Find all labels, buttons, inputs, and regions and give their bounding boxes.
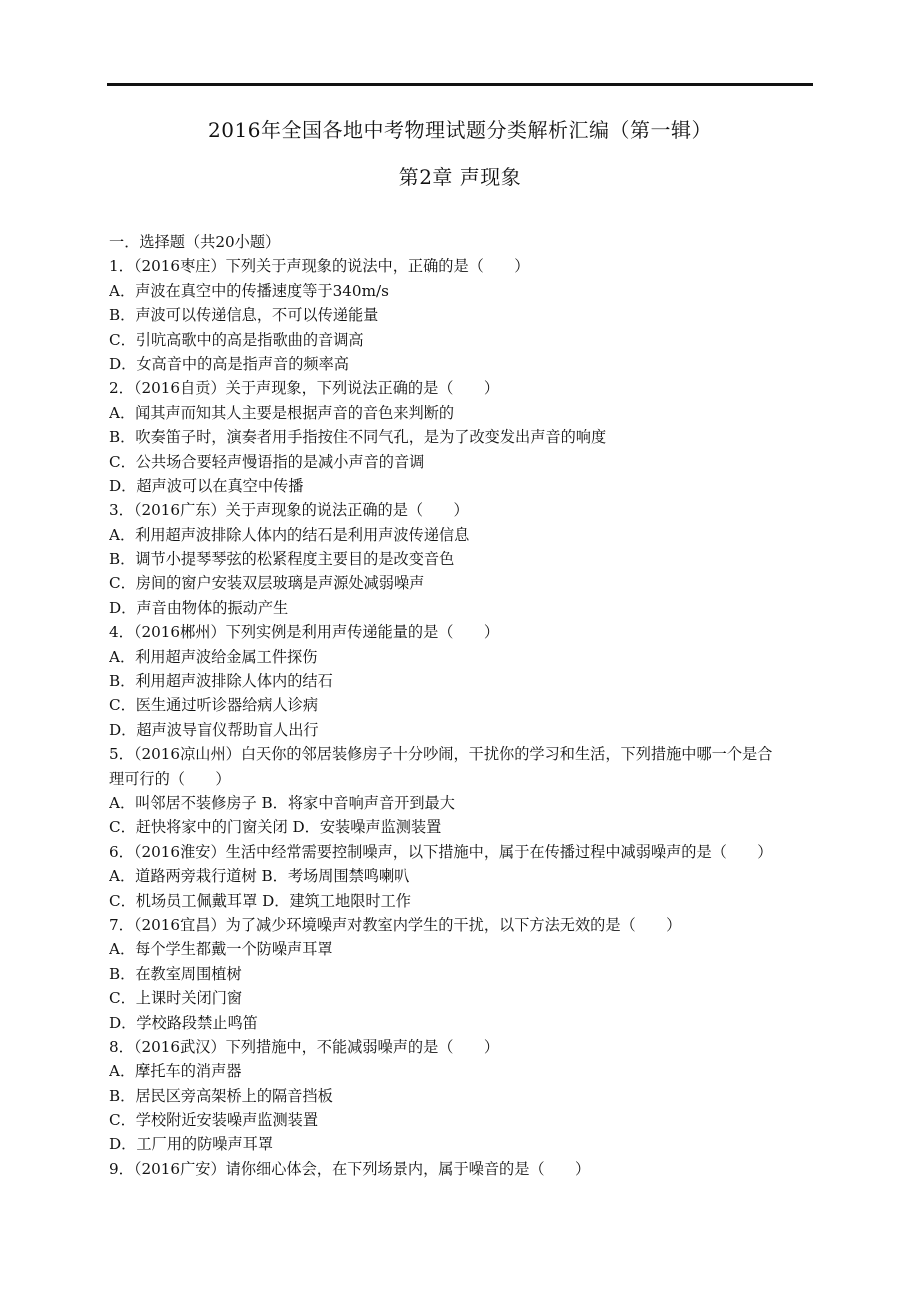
question-7-option-c: C．上课时关闭门窗 [109, 989, 243, 1008]
question-8: 8．（2016武汉）下列措施中，不能减弱噪声的是（ ） [109, 1037, 500, 1056]
header-rule [107, 83, 813, 86]
question-2-option-c: C．公共场合要轻声慢语指的是减小声音的音调 [109, 452, 425, 471]
question-3-option-c: C．房间的窗户安装双层玻璃是声源处减弱噪声 [109, 574, 425, 593]
question-4-option-b: B．利用超声波排除人体内的结石 [109, 672, 333, 691]
question-5-options-ab: A．叫邻居不装修房子 B．将家中音响声音开到最大 [109, 793, 455, 812]
question-1: 1．（2016枣庄）下列关于声现象的说法中，正确的是（ ） [109, 257, 530, 276]
question-7-option-d: D．学校路段禁止鸣笛 [109, 1013, 258, 1032]
question-8-option-a: A．摩托车的消声器 [109, 1062, 242, 1081]
question-4: 4．（2016郴州）下列实例是利用声传递能量的是（ ） [109, 623, 500, 642]
question-3-option-b: B．调节小提琴琴弦的松紧程度主要目的是改变音色 [109, 550, 455, 569]
question-2-option-d: D．超声波可以在真空中传播 [109, 476, 304, 495]
question-1-option-d: D．女高音中的高是指声音的频率高 [109, 354, 349, 373]
question-4-option-c: C．医生通过听诊器给病人诊病 [109, 696, 319, 715]
question-7-option-b: B．在教室周围植树 [109, 964, 242, 983]
question-1-option-b: B．声波可以传递信息，不可以传递能量 [109, 306, 379, 325]
question-4-option-a: A．利用超声波给金属工件探伤 [109, 647, 318, 666]
question-3-option-a: A．利用超声波排除人体内的结石是利用声波传递信息 [109, 525, 470, 544]
question-7-option-a: A．每个学生都戴一个防噪声耳罩 [109, 940, 333, 959]
question-1-option-c: C．引吭高歌中的高是指歌曲的音调高 [109, 330, 364, 349]
question-8-option-d: D．工厂用的防噪声耳罩 [109, 1135, 274, 1154]
question-3: 3．（2016广东）关于声现象的说法正确的是（ ） [109, 501, 469, 520]
question-8-option-b: B．居民区旁高架桥上的隔音挡板 [109, 1086, 333, 1105]
question-7: 7．（2016宜昌）为了减少环境噪声对教室内学生的干扰，以下方法无效的是（ ） [109, 915, 682, 934]
question-1-option-a: A．声波在真空中的传播速度等于340m/s [109, 281, 389, 300]
question-list [109, 230, 817, 1181]
question-6: 6．（2016淮安）生活中经常需要控制噪声，以下措施中，属于在传播过程中减弱噪声的是（ ） [109, 842, 773, 861]
question-8-option-c: C．学校附近安装噪声监测装置 [109, 1111, 319, 1130]
question-2-option-b: B．吹奏笛子时，演奏者用手指按住不同气孔，是为了改变发出声音的响度 [109, 428, 607, 447]
chapter-title: 第2章 声现象 [398, 165, 522, 189]
question-9: 9．（2016广安）请你细心体会，在下列场景内，属于噪音的是（ ） [109, 1159, 591, 1178]
question-6-options-cd: C．机场员工佩戴耳罩 D．建筑工地限时工作 [109, 891, 411, 910]
question-5: 5．（2016凉山州）白天你的邻居装修房子十分吵闹，干扰你的学习和生活，下列措施中哪一个是合 [109, 745, 773, 764]
question-3-option-d: D．声音由物体的振动产生 [109, 598, 289, 617]
question-4-option-d: D．超声波导盲仪帮助盲人出行 [109, 720, 319, 739]
question-5-continued: 理可行的（ ） [109, 769, 231, 788]
question-6-options-ab: A．道路两旁栽行道树 B．考场周围禁鸣喇叭 [109, 867, 410, 886]
section-heading: 一．选择题（共20小题） [109, 233, 281, 251]
question-5-options-cd: C．赶快将家中的门窗关闭 D．安装噪声监测装置 [109, 818, 442, 837]
question-2: 2．（2016自贡）关于声现象，下列说法正确的是（ ） [109, 379, 500, 398]
document-title: 2016年全国各地中考物理试题分类解析汇编（第一辑） [208, 118, 712, 142]
question-2-option-a: A．闻其声而知其人主要是根据声音的音色来判断的 [109, 403, 455, 422]
